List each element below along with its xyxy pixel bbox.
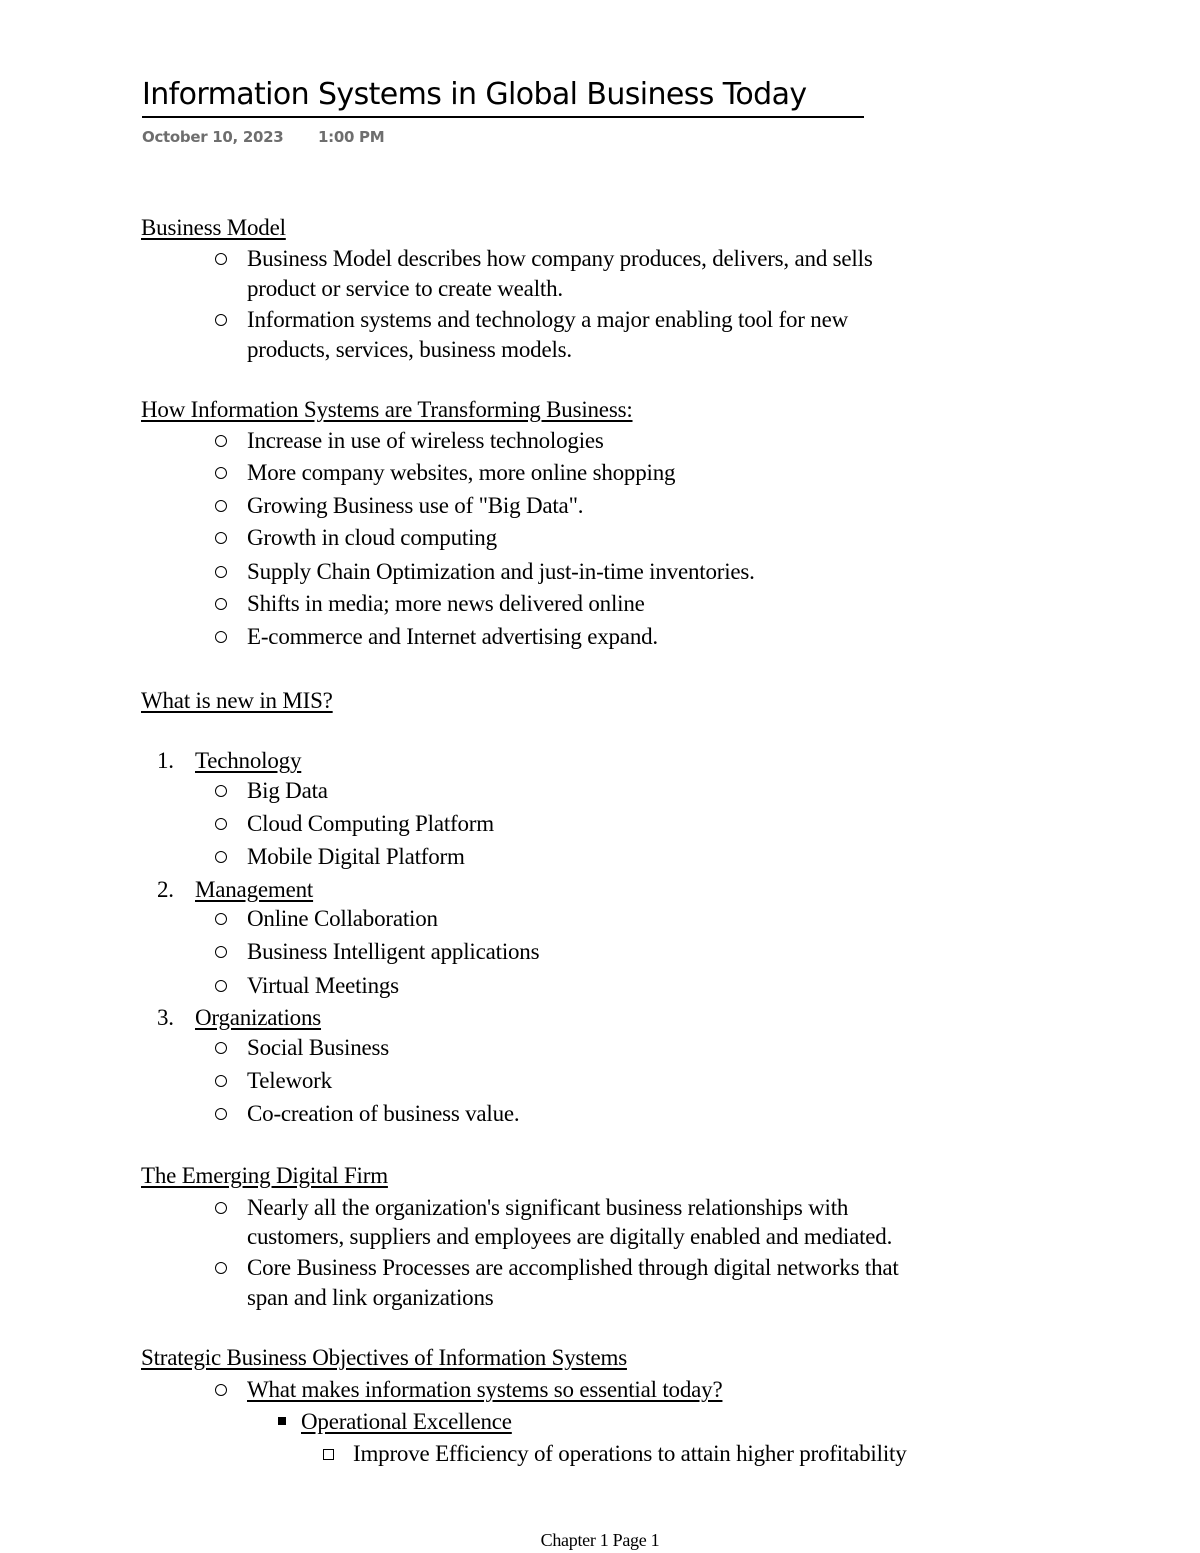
circle-bullet-icon: [215, 1042, 227, 1054]
circle-bullet-icon: [215, 631, 227, 643]
circle-bullet-icon: [215, 566, 227, 578]
heading-whats-new: What is new in MIS?: [141, 688, 333, 713]
title-underline: [142, 116, 864, 118]
circle-bullet-icon: [215, 435, 227, 447]
circle-bullet-icon: [215, 851, 227, 863]
list-item: Co-creation of business value.: [247, 1101, 520, 1126]
page-title: Information Systems in Global Business Today: [142, 77, 807, 112]
circle-bullet-icon: [215, 253, 227, 265]
list-number: 2.: [157, 877, 174, 902]
heading-transforming-business: How Information Systems are Transforming Business:: [141, 397, 633, 422]
circle-bullet-icon: [215, 532, 227, 544]
page-footer: Chapter 1 Page 1: [540, 1530, 660, 1550]
list-item-continuation: span and link organizations: [247, 1285, 494, 1310]
section-label-organizations: Organizations: [195, 1005, 322, 1030]
list-item: Business Model describes how company produces, delivers, and sells: [247, 246, 873, 271]
circle-bullet-icon: [215, 1262, 227, 1274]
list-item: Increase in use of wireless technologies: [247, 428, 604, 453]
list-item: Virtual Meetings: [247, 973, 399, 998]
list-item: Shifts in media; more news delivered online: [247, 591, 645, 616]
heading-digital-firm: The Emerging Digital Firm: [141, 1163, 388, 1188]
page-date: October 10, 2023: [142, 128, 284, 146]
circle-bullet-icon: [215, 818, 227, 830]
section-label-management: Management: [195, 877, 314, 902]
list-item: E-commerce and Internet advertising expand.: [247, 624, 658, 649]
page-time: 1:00 PM: [318, 128, 385, 146]
circle-bullet-icon: [215, 1384, 227, 1396]
hollow-square-bullet-icon: [323, 1449, 334, 1460]
list-number: 1.: [157, 748, 174, 773]
circle-bullet-icon: [215, 1108, 227, 1120]
list-item: Mobile Digital Platform: [247, 844, 465, 869]
list-item: Social Business: [247, 1035, 390, 1060]
list-item: Growth in cloud computing: [247, 525, 497, 550]
circle-bullet-icon: [215, 314, 227, 326]
list-item: Telework: [247, 1068, 332, 1093]
list-item: Growing Business use of "Big Data".: [247, 493, 584, 518]
circle-bullet-icon: [215, 946, 227, 958]
list-item-detail: Improve Efficiency of operations to attain higher profitability: [353, 1441, 907, 1466]
circle-bullet-icon: [215, 500, 227, 512]
list-item: Nearly all the organization's significant business relationships with: [247, 1195, 849, 1220]
list-item-objective: Operational Excellence: [301, 1409, 512, 1434]
list-item: Online Collaboration: [247, 906, 438, 931]
heading-strategic-objectives: Strategic Business Objectives of Information Systems: [141, 1345, 627, 1370]
list-item: More company websites, more online shopping: [247, 460, 676, 485]
list-item: Business Intelligent applications: [247, 939, 540, 964]
square-bullet-icon: [278, 1417, 286, 1425]
list-item-question: What makes information systems so essential today?: [247, 1377, 723, 1402]
circle-bullet-icon: [215, 913, 227, 925]
circle-bullet-icon: [215, 785, 227, 797]
list-item-continuation: products, services, business models.: [247, 337, 572, 362]
circle-bullet-icon: [215, 1202, 227, 1214]
circle-bullet-icon: [215, 980, 227, 992]
circle-bullet-icon: [215, 1075, 227, 1087]
list-item: Core Business Processes are accomplished through digital networks that: [247, 1255, 899, 1280]
list-item-continuation: customers, suppliers and employees are digitally enabled and mediated.: [247, 1224, 893, 1249]
list-item-continuation: product or service to create wealth.: [247, 276, 563, 301]
list-item: Big Data: [247, 778, 328, 803]
circle-bullet-icon: [215, 467, 227, 479]
section-label-technology: Technology: [195, 748, 302, 773]
heading-business-model: Business Model: [141, 215, 286, 240]
list-number: 3.: [157, 1005, 174, 1030]
list-item: Information systems and technology a major enabling tool for new: [247, 307, 849, 332]
circle-bullet-icon: [215, 598, 227, 610]
list-item: Cloud Computing Platform: [247, 811, 494, 836]
list-item: Supply Chain Optimization and just-in-time inventories.: [247, 559, 755, 584]
